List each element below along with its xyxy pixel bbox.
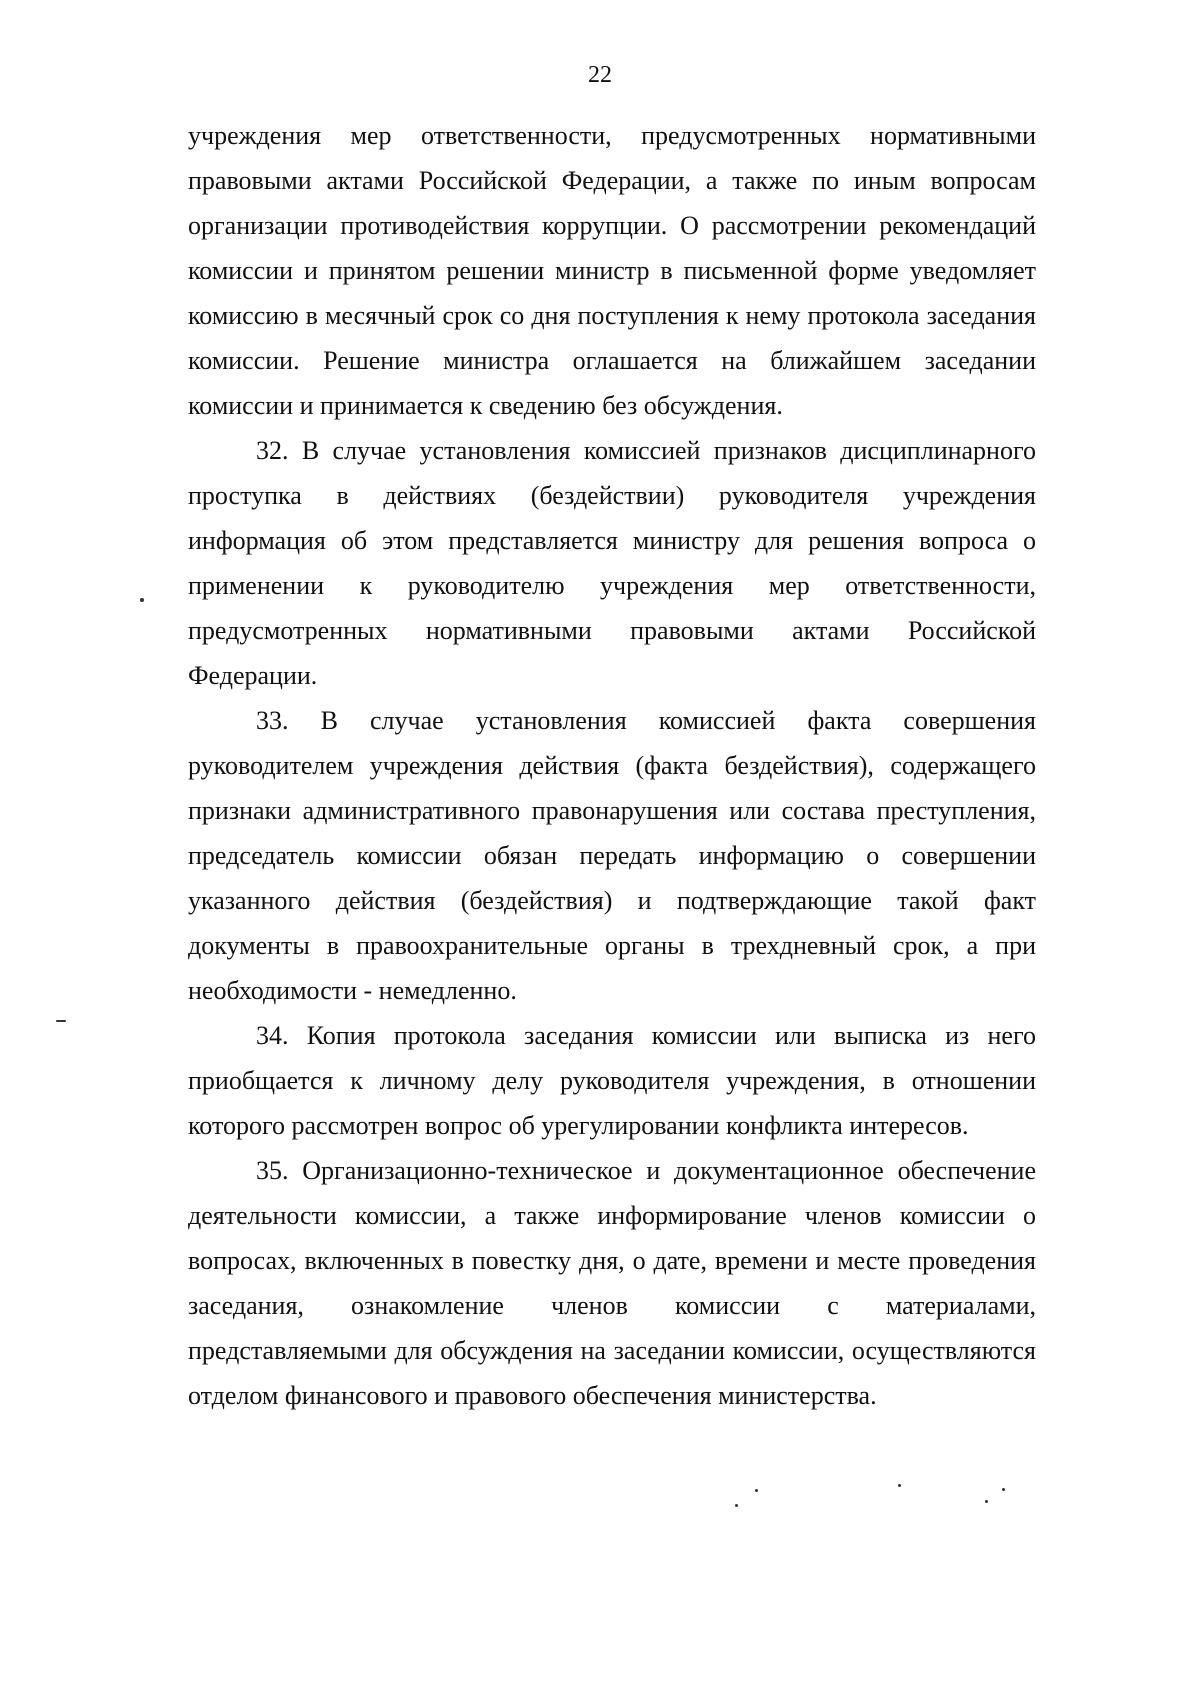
paragraph-34: 34. Копия протокола заседания комиссии или выписка из него приобщается к личному делу руководителя учреждения, в отношении которого рассмотрен вопрос об урегулировании конфликта интересов.	[188, 1021, 1036, 1140]
scan-speck	[140, 598, 144, 602]
scan-speck	[735, 1504, 738, 1507]
scan-speck	[56, 1020, 66, 1022]
scan-speck	[1002, 1488, 1005, 1491]
scan-speck	[755, 1489, 758, 1492]
page-number: 22	[588, 62, 612, 88]
scan-speck	[898, 1484, 901, 1487]
paragraph-35: 35. Организационно-техническое и документационное обеспечение деятельности комиссии, а также информирование членов комиссии о вопросах, включенных в повестку дня, о дате, времени и месте проведения заседания, ознакомление членов комиссии с материалами, представляемыми для обсуждения на заседании комиссии, осуществляются отделом финансового и правового обеспечения министерства.	[188, 1156, 1036, 1410]
paragraph-continuation: учреждения мер ответственности, предусмотренных нормативными правовыми актами Российской Федерации, а также по иным вопросам организации противодействия коррупции. О рассмотрении рекомендаций комиссии и принятом решении министр в письменной форме уведомляет комиссию в месячный срок со дня поступления к нему протокола заседания комиссии. Решение министра оглашается на ближайшем заседании комиссии и принимается к сведению без обсуждения.	[188, 121, 1036, 420]
scan-speck	[985, 1500, 988, 1503]
paragraph-33: 33. В случае установления комиссией факта совершения руководителем учреждения действия (факта бездействия), содержащего признаки административного правонарушения или состава преступления, председатель комиссии обязан передать информацию о совершении указанного действия (бездействия) и подтверждающие такой факт документы в правоохранительные органы в трехдневный срок, а при необходимости - немедленно.	[188, 706, 1036, 1005]
paragraph-32: 32. В случае установления комиссией признаков дисциплинарного проступка в действиях (бездействии) руководителя учреждения информация об этом представляется министру для решения вопроса о применении к руководителю учреждения мер ответственности, предусмотренных нормативными правовыми актами Российской Федерации.	[188, 436, 1036, 690]
document-body	[188, 113, 1036, 1418]
